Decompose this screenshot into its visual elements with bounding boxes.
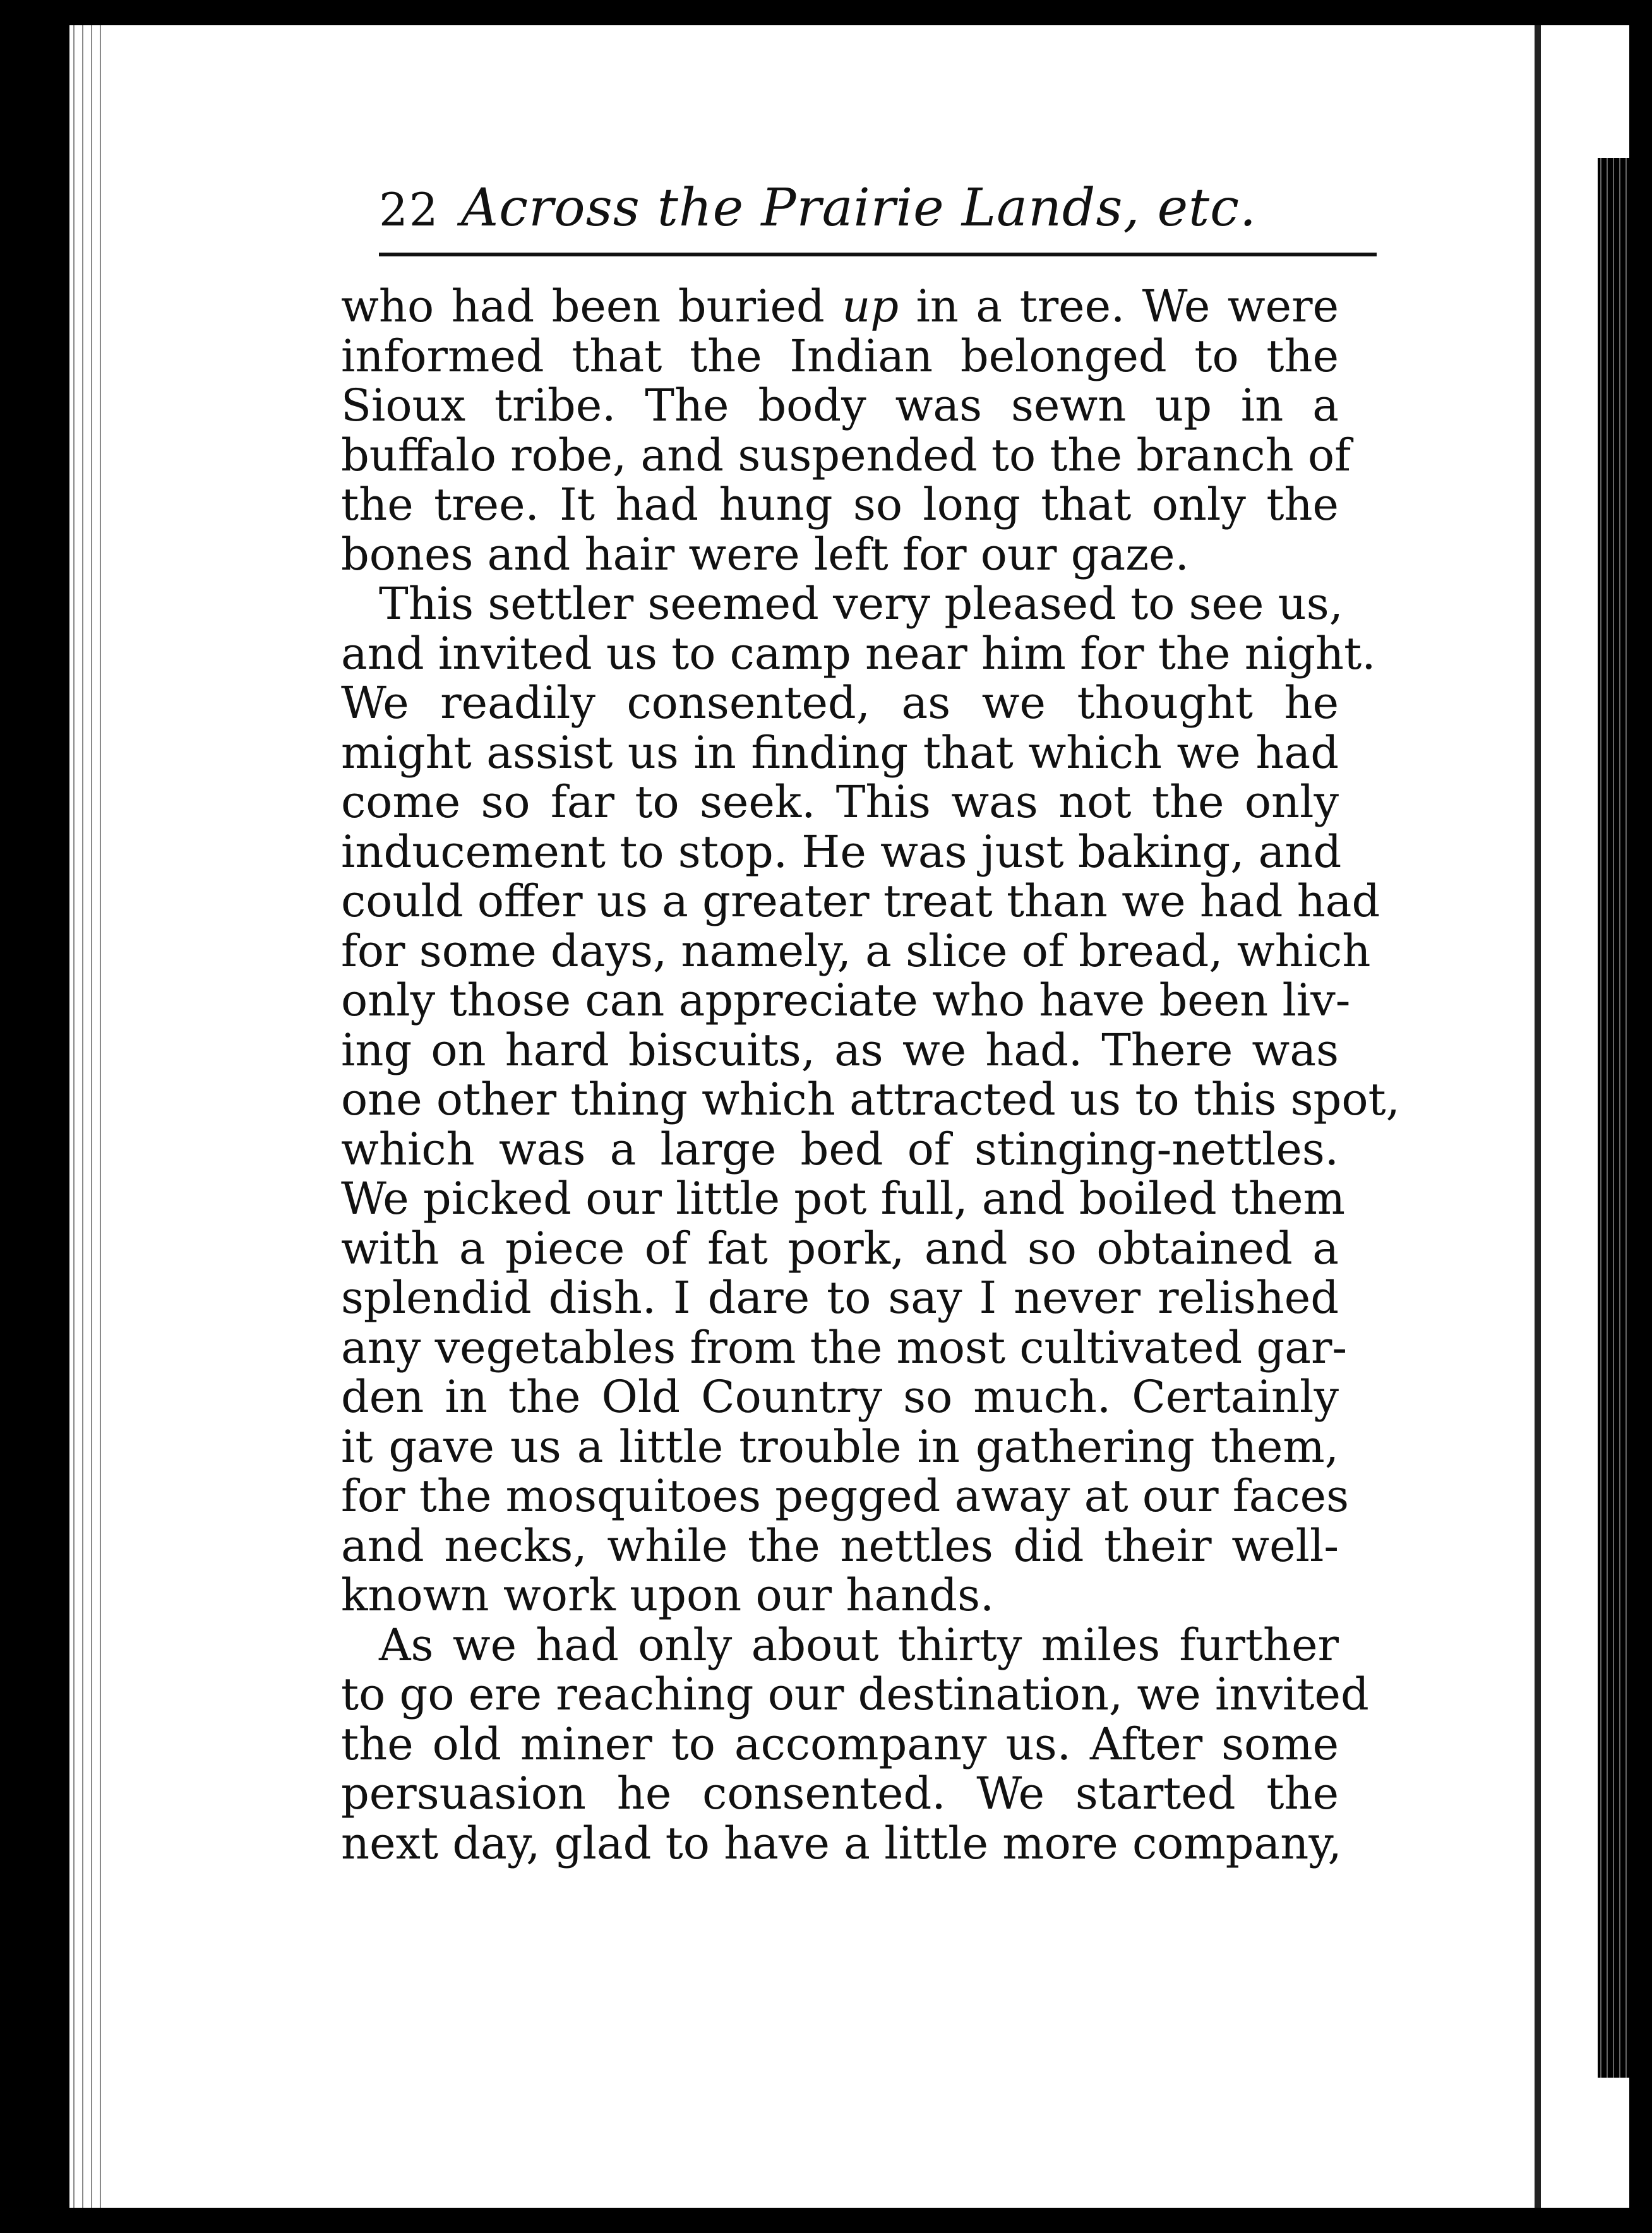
text-line: any vegetables from the most cultivated gar- (341, 1321, 1348, 1374)
italic-word: up (842, 280, 899, 332)
body-text (341, 280, 1400, 1869)
text-line: who had been buried up in a tree. We were (341, 280, 1339, 332)
text-line: one other thing which attracted us to this spot, (341, 1074, 1400, 1125)
text-line: and invited us to camp near him for the night. (341, 627, 1376, 679)
text-line: We readily consented, as we thought he (341, 677, 1339, 729)
text-line: come so far to seek. This was not the only (341, 776, 1339, 828)
text-line: only those can appreciate who have been liv- (341, 974, 1351, 1026)
text-line: den in the Old Country so much. Certainly (341, 1371, 1339, 1423)
text-line: it gave us a little trouble in gathering them, (341, 1420, 1339, 1473)
text-line: next day, glad to have a little more company, (341, 1817, 1342, 1869)
page-gutter-edges (69, 25, 107, 2229)
scan-border-top (0, 0, 1652, 25)
text-line: bones and hair were left for our gaze. (341, 528, 1189, 580)
page-right-edge (1535, 25, 1541, 2210)
text-line: the old miner to accompany us. After some (341, 1718, 1339, 1770)
text-line: This settler seemed very pleased to see us, (379, 578, 1343, 630)
text-line: might assist us in finding that which we had (341, 726, 1339, 779)
text-line: Sioux tribe. The body was sewn up in a (341, 380, 1339, 431)
text-line: ing on hard biscuits, as we had. There was (341, 1024, 1339, 1076)
text-line: informed that the Indian belonged to the (341, 330, 1339, 382)
scan-border-right (1629, 0, 1652, 2233)
scan-border-left (0, 0, 69, 2233)
text-line: which was a large bed of stinging-nettles. (341, 1123, 1339, 1175)
text-line: splendid dish. I dare to say I never relished (341, 1272, 1339, 1324)
scan-border-bottom (69, 2208, 1629, 2233)
book-page (341, 164, 1400, 1869)
page-number: 22 (379, 183, 440, 236)
text-line: could offer us a greater treat than we had had (341, 875, 1380, 927)
text-line: and necks, while the nettles did their well- (341, 1519, 1339, 1572)
running-title: Across the Prairie Lands, etc. (460, 178, 1257, 238)
header-rule (379, 253, 1377, 256)
text-line: the tree. It had hung so long that only the (341, 479, 1339, 530)
text-line: persuasion he consented. We started the (341, 1768, 1339, 1819)
text-line: with a piece of fat pork, and so obtained a (341, 1222, 1339, 1274)
text-line: to go ere reaching our destination, we invited (341, 1668, 1369, 1720)
text-line: for the mosquitoes pegged away at our faces (341, 1470, 1350, 1522)
text-line: We picked our little pot full, and boiled them (341, 1173, 1345, 1224)
text-line: known work upon our hands. (341, 1569, 995, 1621)
text-line: inducement to stop. He was just baking, and (341, 825, 1342, 878)
text-line: buffalo robe, and suspended to the branch of (341, 429, 1351, 481)
running-head (341, 164, 1377, 253)
text-line: for some days, namely, a slice of bread, which (341, 925, 1371, 977)
text-line: As we had only about thirty miles further (379, 1619, 1339, 1671)
